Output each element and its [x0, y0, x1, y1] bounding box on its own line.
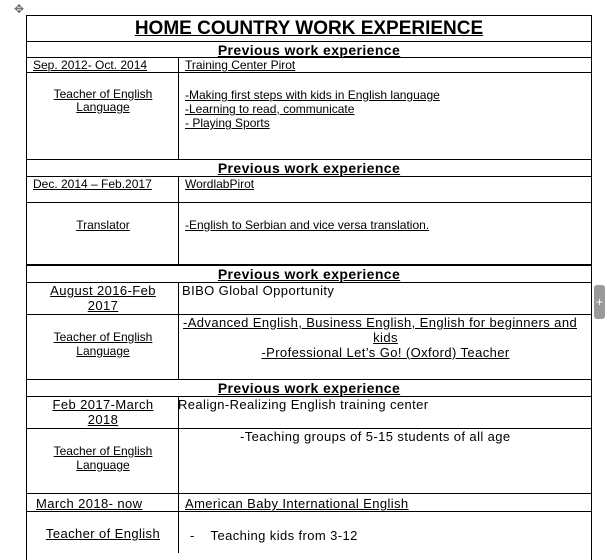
- move-cross-icon[interactable]: ✥: [13, 2, 25, 16]
- table-rule: [26, 511, 592, 512]
- period: March 2018- now: [36, 496, 143, 511]
- plus-icon[interactable]: +: [594, 285, 605, 319]
- column-rule: [178, 176, 179, 264]
- position: Language: [76, 458, 130, 472]
- period: Dec. 2014 – Feb.2017: [33, 177, 152, 191]
- employer: Realign-Realizing English training center: [178, 397, 429, 412]
- position: Language: [76, 100, 130, 114]
- section-heading: Previous work experience: [217, 266, 401, 282]
- section-heading: Previous work experience: [217, 160, 401, 176]
- period: 2018: [87, 412, 119, 427]
- duty-line: -Making first steps with kids in English language: [185, 88, 440, 102]
- employer: American Baby International English: [185, 496, 409, 511]
- employer: BIBO Global Opportunity: [182, 283, 335, 298]
- page-title: HOME COUNTRY WORK EXPERIENCE: [134, 18, 484, 39]
- duty-line: -English to Serbian and vice versa translation.: [185, 218, 430, 232]
- period: Sep. 2012- Oct. 2014: [33, 58, 148, 72]
- position: Teacher of English: [45, 526, 161, 541]
- column-rule: [178, 57, 179, 159]
- duty-line: - Playing Sports: [185, 116, 270, 130]
- table-rule: [26, 493, 592, 494]
- column-rule: [178, 493, 179, 553]
- position: Teacher of English: [53, 330, 153, 344]
- period: 2017: [87, 298, 119, 313]
- period: Feb 2017-March: [52, 397, 154, 412]
- employer: WordlabPirot: [185, 177, 255, 191]
- duty-line: -Learning to read, communicate: [185, 102, 355, 116]
- position: Language: [76, 344, 130, 358]
- table-rule: [26, 72, 592, 73]
- position: Teacher of English: [53, 444, 153, 458]
- duty-line: -Advanced English, Business English, English for beginners and: [183, 315, 578, 330]
- employer: Training Center Pirot: [185, 58, 296, 72]
- period: August 2016-Feb: [50, 283, 156, 298]
- position: Translator: [76, 218, 130, 232]
- section-heading: Previous work experience: [217, 42, 401, 58]
- duty-line: -Teaching groups of 5-15 students of all age: [240, 429, 511, 444]
- duty-line: - Teaching kids from 3-12: [190, 528, 358, 543]
- section-heading: Previous work experience: [217, 380, 401, 396]
- table-rule: [26, 202, 592, 203]
- duty-line: kids: [373, 330, 398, 345]
- position: Teacher of English: [53, 87, 153, 101]
- duty-line: -Professional Let’s Go! (Oxford) Teacher: [261, 345, 510, 360]
